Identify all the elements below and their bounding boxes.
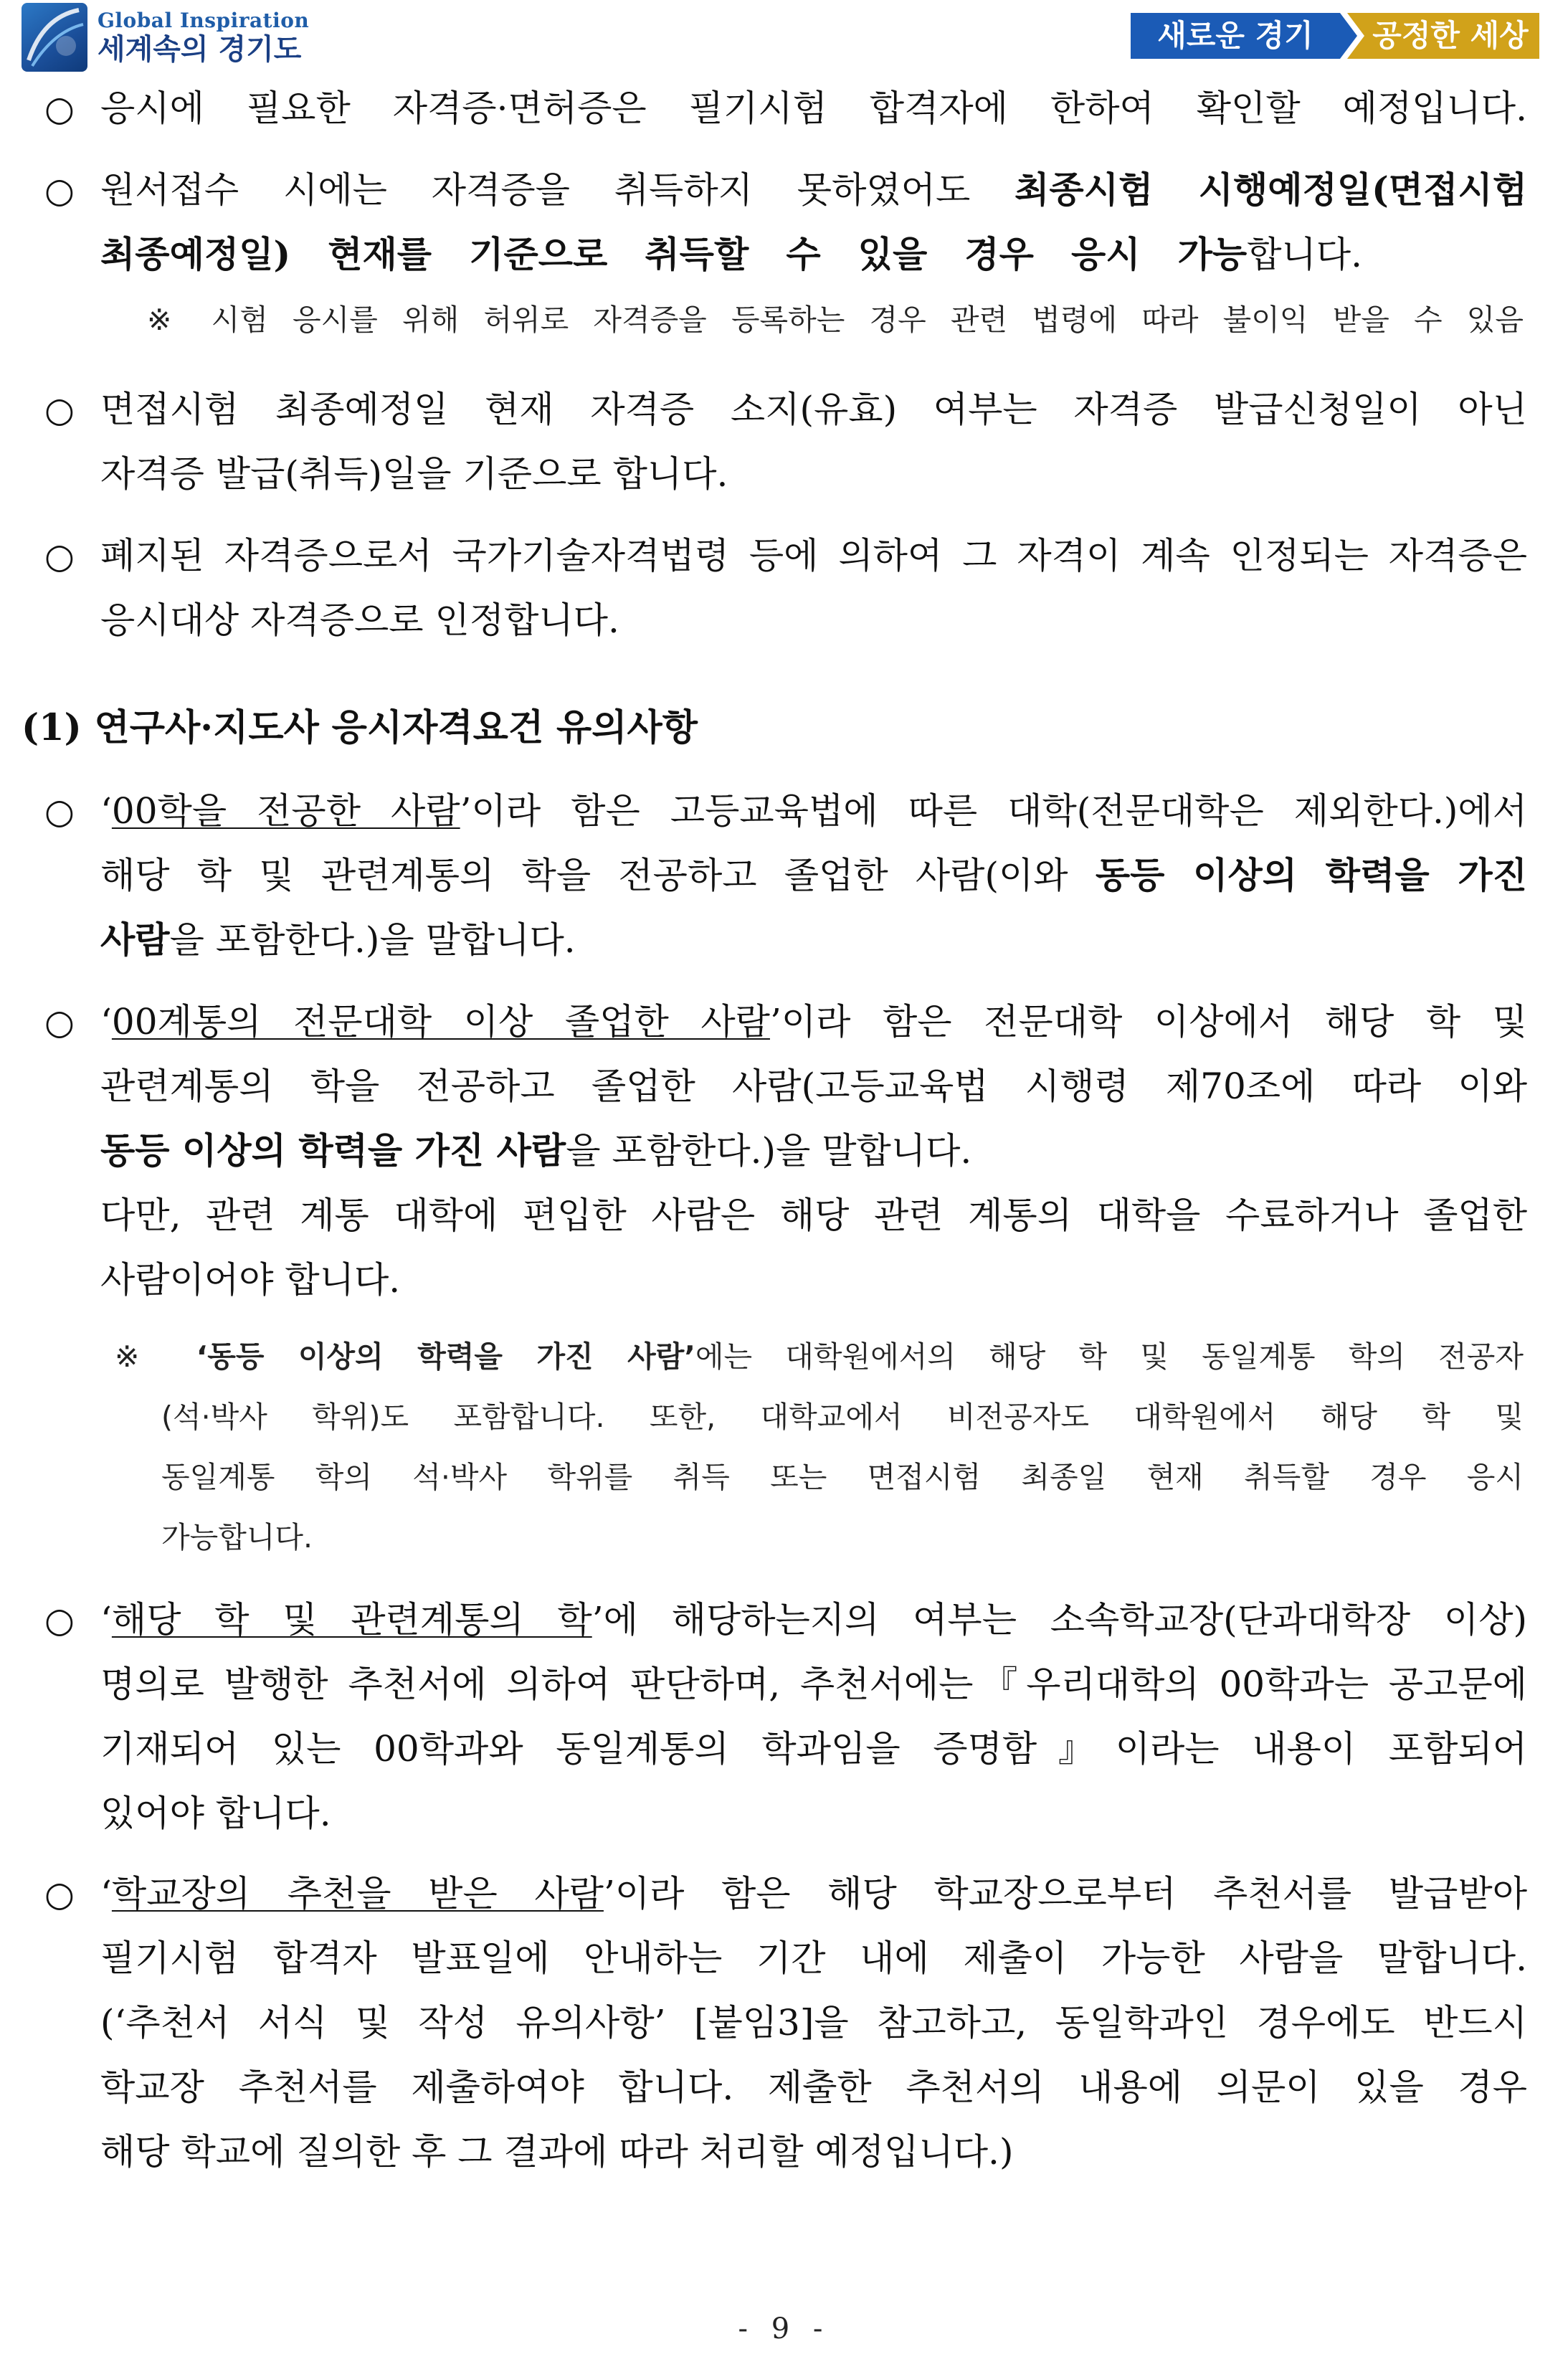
text-run: ’이라 함은 해당 학교장으로부터 추천서를 발급받아	[603, 1873, 1527, 1914]
bullet-icon: ○	[44, 1002, 75, 1043]
slogan-part1: 새로운 경기	[1157, 18, 1313, 53]
paragraph-line: 있어야 합니다.	[100, 1793, 331, 1834]
paragraph-line: 명의로 발행한 추천서에 의하여 판단하며, 추천서에는『우리대학의 00학과는 공고문에	[100, 1664, 1527, 1705]
footnote-line: ※ 시험 응시를 위해 허위로 자격증을 등록하는 경우 관련 법령에 따라 불이익 받을 수 있음	[147, 303, 1524, 337]
bold-text-run: 사람	[100, 919, 170, 961]
underlined-term: 00계통의 전문대학 이상 졸업한 사람	[111, 1001, 770, 1043]
slogan-part2: 공정한 세상	[1372, 18, 1529, 53]
paragraph-line: 기재되어 있는 00학과와 동일계통의 학과임을 증명함』이라는 내용이 포함되어	[100, 1728, 1527, 1770]
paragraph-line: 관련계통의 학을 전공하고 졸업한 사람(고등교육법 시행령 제70조에 따라 이와	[100, 1066, 1527, 1107]
footnote-line: 가능합니다.	[161, 1520, 313, 1555]
text-run: ※	[115, 1339, 196, 1374]
paragraph-line: 학교장 추천서를 제출하여야 합니다. 제출한 추천서의 내용에 의문이 있을 경우	[100, 2066, 1527, 2108]
bullet-icon: ○	[44, 792, 75, 832]
paragraph-line: 사람이어야 합니다.	[100, 1259, 401, 1301]
section-heading: (1) 연구사·지도사 응시자격요건 유의사항	[22, 706, 698, 749]
word: 예정입니다.	[1342, 87, 1527, 129]
paragraph-line	[100, 919, 576, 961]
paragraph-line	[100, 169, 1528, 211]
text-run: 을 포함한다.)을 말합니다.	[169, 919, 576, 961]
text-run: 합니다.	[1247, 234, 1362, 275]
paragraph-line	[100, 1599, 1527, 1641]
paragraph-line	[100, 1129, 972, 1172]
text-run: ‘	[100, 1599, 112, 1641]
bold-text-run: 동등 이상의 학력을 가진 사람	[100, 1129, 566, 1172]
word: 필요한	[246, 87, 351, 129]
bullet-icon: ○	[44, 171, 75, 211]
paragraph-line: 필기시험 합격자 발표일에 안내하는 기간 내에 제출이 가능한 사람을 말합니다.	[100, 1937, 1527, 1979]
paragraph-line: 자격증 발급(취득)일을 기준으로 합니다.	[100, 453, 728, 495]
text-run: 해당 학 및 관련계통의 학을 전공하고 졸업한 사람(이와	[100, 855, 1096, 896]
text-run: ‘	[100, 790, 112, 832]
word: 확인할	[1196, 87, 1301, 129]
underlined-term: 00학을 전공한 사람	[111, 790, 460, 832]
word: 합격자에	[869, 87, 1008, 129]
paragraph-line: 폐지된 자격증으로서 국가기술자격법령 등에 의하여 그 자격이 계속 인정되는 자격증은	[100, 535, 1527, 576]
paragraph-line: 해당 학교에 질의한 후 그 결과에 따라 처리할 예정입니다.)	[100, 2131, 1014, 2173]
text-run: 에는 대학원에서의 해당 학 및 동일계통 학의 전공자	[695, 1339, 1524, 1374]
bold-text-run: 최종예정일) 현재를 기준으로 취득할 수 있을 경우 응시 가능	[100, 233, 1248, 275]
page-number: - 9 -	[738, 2312, 830, 2345]
paragraph-line	[100, 1001, 1527, 1043]
bullet-icon: ○	[44, 536, 75, 576]
gyeonggi-emblem-icon	[22, 3, 87, 72]
text-run: ’에 해당하는지의 여부는 소속학교장(단과대학장 이상)	[591, 1599, 1527, 1641]
slogan-banner	[1131, 10, 1539, 65]
text-run: ‘	[100, 1873, 112, 1914]
paragraph-line: (‘추천서 서식 및 작성 유의사항’ [붙임3]을 참고하고, 동일학과인 경우에도 반드시	[100, 2002, 1527, 2044]
bold-text-run: 최종시험 시행예정일(면접시험	[1015, 169, 1528, 211]
word: 한하여	[1050, 87, 1154, 129]
word: 필기시험	[688, 87, 827, 129]
text-run: ’이라 함은 고등교육법에 따른 대학(전문대학은 제외한다.)에서	[460, 790, 1527, 832]
word: 자격증·면허증은	[392, 87, 647, 129]
bullet-icon: ○	[44, 390, 75, 430]
underlined-term: 학교장의 추천을 받은 사람	[111, 1873, 604, 1914]
paragraph-line	[100, 87, 1527, 129]
gyeonggi-logo	[22, 3, 309, 72]
text-run: 원서접수 시에는 자격증을 취득하지 못하였어도	[100, 169, 1015, 211]
bold-text-run: ‘동등 이상의 학력을 가진 사람’	[196, 1339, 695, 1374]
bullet-icon: ○	[44, 89, 75, 129]
logo-korean-text: 세계속의 경기도	[98, 33, 302, 66]
paragraph-line	[100, 1873, 1527, 1914]
footnote-line	[115, 1339, 1524, 1374]
paragraph-line	[100, 854, 1527, 896]
underlined-term: 해당 학 및 관련계통의 학	[111, 1599, 592, 1641]
text-run: 을 포함한다.)을 말합니다.	[566, 1130, 972, 1172]
word: 응시에	[100, 87, 204, 129]
paragraph-line: 다만, 관련 계통 대학에 편입한 사람은 해당 관련 계통의 대학을 수료하거나 졸업한	[100, 1195, 1527, 1236]
text-run: ‘	[100, 1001, 112, 1043]
paragraph-line: 면접시험 최종예정일 현재 자격증 소지(유효) 여부는 자격증 발급신청일이 아닌	[100, 389, 1527, 430]
page-header	[0, 0, 1568, 79]
text-run: ’이라 함은 전문대학 이상에서 해당 학 및	[769, 1001, 1527, 1043]
bullet-icon: ○	[44, 1600, 75, 1641]
paragraph-line	[100, 790, 1527, 832]
logo-english-text: Global Inspiration	[98, 9, 310, 32]
paragraph-line: 응시대상 자격증으로 인정합니다.	[100, 599, 619, 641]
footnote-line: (석·박사 학위)도 포함합니다. 또한, 대학교에서 비전공자도 대학원에서 해당 학 및	[161, 1400, 1524, 1434]
bold-text-run: 동등 이상의 학력을 가진	[1095, 854, 1527, 896]
bullet-icon: ○	[44, 1874, 75, 1914]
paragraph-line	[100, 233, 1362, 275]
footnote-line: 동일계통 학의 석·박사 학위를 취득 또는 면접시험 최종일 현재 취득할 경우 응시	[161, 1460, 1524, 1494]
